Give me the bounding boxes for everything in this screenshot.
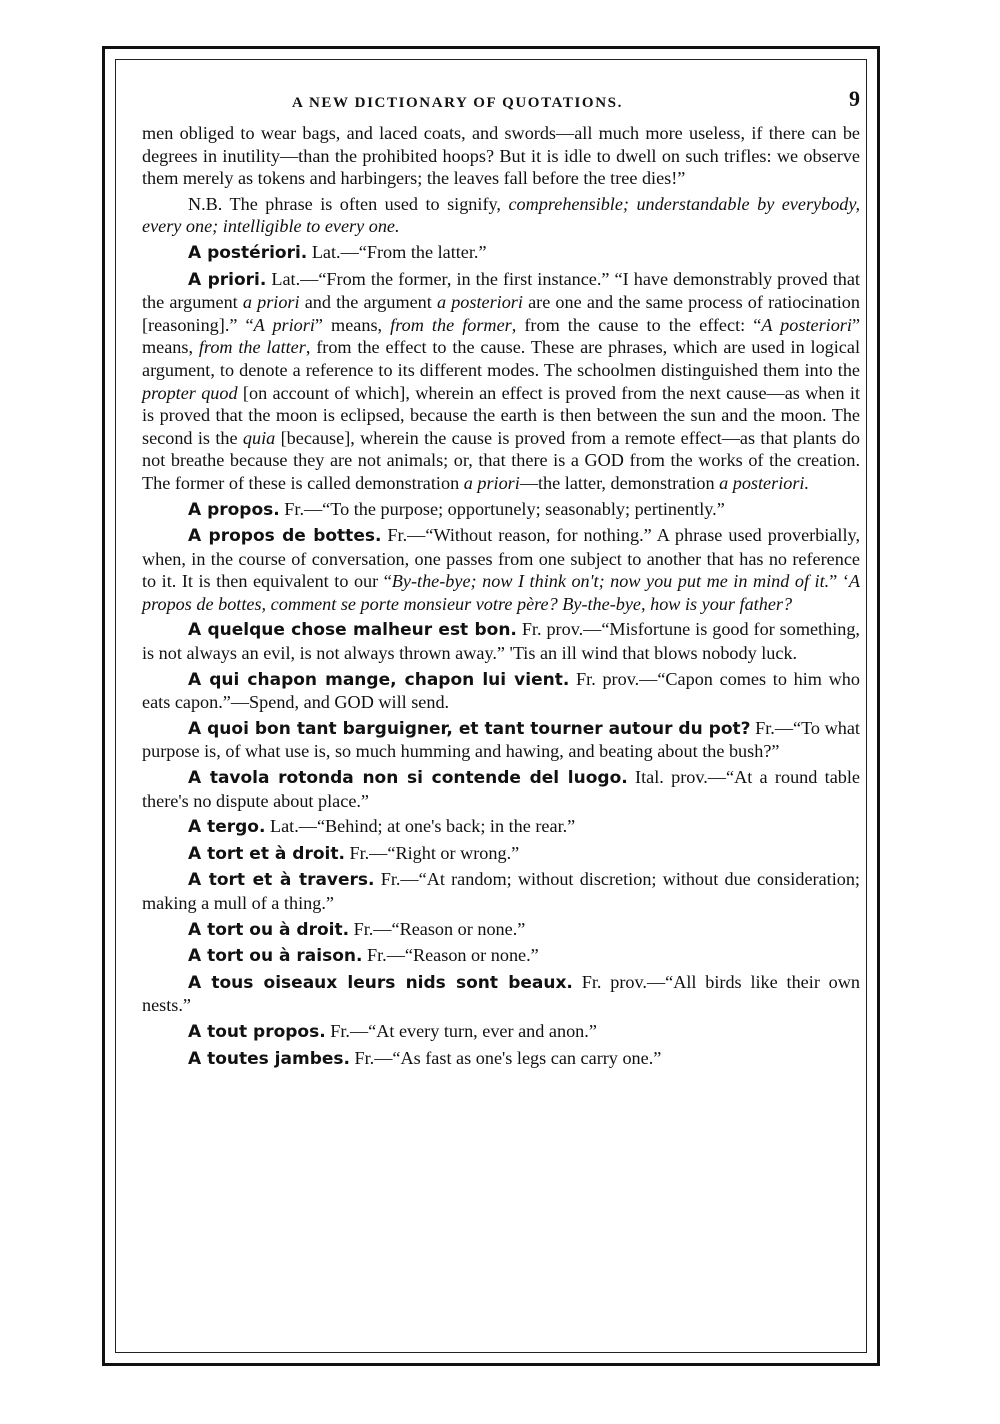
italic-phrase: propter quod bbox=[142, 382, 238, 403]
entry-text: Fr.—“To the purpose; opportunely; seasonably; pertinently.” bbox=[279, 498, 725, 519]
page-number: 9 bbox=[849, 86, 860, 111]
entry-a-toutes-jambes bbox=[142, 1047, 860, 1071]
entry-text: , from the effect to the cause. These are phrases, which are used in logical argument, to denote a reference to its different modes. The schoolmen distinguished them into the bbox=[142, 337, 861, 380]
italic-phrase: from the former bbox=[390, 314, 512, 335]
entry-text: Fr.—“Right or wrong.” bbox=[344, 842, 520, 863]
headword: A postériori. bbox=[188, 242, 308, 263]
entry-a-propos-de-bottes bbox=[142, 524, 860, 615]
italic-phrase: a posteriori bbox=[436, 292, 523, 313]
headword: A priori. bbox=[188, 269, 267, 290]
entry-text: Fr.—“Reason or none.” bbox=[362, 945, 539, 966]
entry-text: Lat.—“From the former, in the first instance.” “I have demonstrably proved that the argument bbox=[142, 268, 860, 313]
entry-a-quoi-bon bbox=[142, 717, 860, 763]
entry-text: ” means, bbox=[142, 314, 861, 358]
entry-a-tort-ou-a-droit bbox=[142, 918, 860, 942]
entry-text: Ital. prov.—“At a round table there's no dispute about place.” bbox=[142, 767, 860, 811]
headword: A tous oiseaux leurs nids sont beaux. bbox=[188, 972, 573, 993]
headword: A quoi bon tant barguigner, et tant tourner autour du pot? bbox=[188, 718, 751, 739]
italic-phrase: quia bbox=[242, 427, 276, 448]
entry-text: men obliged to wear bags, and laced coats, and swords—all much more useless, if there can be degrees in inutility—than the prohibited hoops? But it is idle to dwell on such trifles: we observe them merely as tokens and harbingers; the leaves fall before the tree dies!” bbox=[142, 123, 860, 189]
italic-phrase: from the latter bbox=[198, 337, 306, 358]
entry-text: Fr. prov.—“Capon comes to him who eats capon.”—Spend, and GOD will send. bbox=[142, 668, 860, 713]
entry-text: N.B. The phrase is often used to signify, bbox=[188, 193, 509, 214]
entry-a-priori bbox=[142, 268, 860, 495]
entry-a-tort-et-a-droit bbox=[142, 842, 860, 866]
entry-text: are one and the same process of ratiocination [reasoning].” “ bbox=[142, 292, 860, 335]
italic-phrase: a priori bbox=[242, 292, 300, 313]
entry-text: [because], wherein the cause is proved from a remote effect—as that plants do not breathe because they are not animals; or, that there is a GOD from the works of the creation. The former of these is called demonstration bbox=[142, 427, 860, 493]
entry-text: ” ‘ bbox=[829, 571, 849, 592]
entry-text: Fr.—“At every turn, ever and anon.” bbox=[325, 1020, 597, 1041]
entry-a-tergo bbox=[142, 815, 860, 839]
entry-text: , from the cause to the effect: “ bbox=[511, 314, 762, 335]
entry-text: Fr.—“At random; without discretion; without due consideration; making a mull of a thing.” bbox=[142, 869, 860, 913]
italic-phrase: a priori bbox=[463, 472, 520, 493]
italic-phrase: A priori bbox=[253, 314, 315, 335]
italic-phrase: A posteriori bbox=[761, 314, 852, 335]
entry-text: Fr.—“As fast as one's legs can carry one.” bbox=[349, 1047, 662, 1068]
entry-note bbox=[142, 193, 860, 238]
entry-text: Fr.—“Reason or none.” bbox=[349, 918, 526, 939]
entry-a-tous-oiseaux bbox=[142, 971, 860, 1017]
entry-text: Fr. prov.—“Misfortune is good for something, is not always an evil, is not always thrown away.” 'Tis an ill wind that blows nobody luck. bbox=[142, 619, 860, 664]
entry-a-tavola-rotonda bbox=[142, 766, 860, 812]
entry-a-tout-propos bbox=[142, 1020, 860, 1044]
headword: A toutes jambes. bbox=[188, 1048, 350, 1069]
entry-a-qui-chapon bbox=[142, 668, 860, 714]
headword: A tort ou à droit. bbox=[188, 919, 350, 940]
headword: A tort ou à raison. bbox=[188, 946, 363, 967]
entry-text: Fr. prov.—“All birds like their own nests.” bbox=[142, 971, 861, 1016]
headword: A tout propos. bbox=[188, 1021, 326, 1042]
italic-phrase: A propos de bottes, comment se porte monsieur votre père? By-the-bye, how is your father? bbox=[142, 571, 860, 614]
entry-text: Lat.—“From the latter.” bbox=[307, 241, 487, 262]
headword: A qui chapon mange, chapon lui vient. bbox=[188, 669, 570, 690]
italic-phrase: a posteriori. bbox=[719, 472, 810, 493]
entry-text: [on account of which], wherein an effect is proved from the next cause—as when it is proved that the moon is eclipsed, because the earth is then between the sun and the moon. The second is the bbox=[142, 382, 861, 448]
entry-a-propos bbox=[142, 498, 860, 522]
entry-text: —the latter, demonstration bbox=[519, 472, 720, 493]
entry-text: Lat.—“Behind; at one's back; in the rear.” bbox=[265, 816, 576, 837]
entry-text: Fr.—“To what purpose is, of what use is, so much humming and hawing, and beating about the bush?” bbox=[142, 717, 860, 762]
italic-phrase: By-the-bye; now I think on't; now you put me in mind of it. bbox=[391, 571, 830, 592]
entry-text: Fr.—“Without reason, for nothing.” A phrase used proverbially, when, in the course of conversation, one passes from one subject to another that has no reference to it. It is then equivalent to our “ bbox=[142, 525, 860, 592]
entry-text: ” means, bbox=[314, 314, 391, 335]
entry-a-posteriori bbox=[142, 241, 860, 265]
headword: A tort et à droit. bbox=[188, 843, 345, 864]
entry-a-tort-ou-a-raison bbox=[142, 944, 860, 968]
headword: A tavola rotonda non si contende del luogo. bbox=[188, 768, 628, 789]
entry-a-tort-et-a-travers bbox=[142, 868, 860, 914]
entry-continuation bbox=[142, 122, 860, 190]
headword: A tort et à travers. bbox=[188, 870, 375, 891]
headword: A tergo. bbox=[188, 817, 266, 838]
entry-text: and the argument bbox=[299, 292, 437, 313]
running-head bbox=[142, 88, 860, 118]
headword: A propos de bottes. bbox=[188, 526, 382, 547]
running-title: A NEW DICTIONARY OF QUOTATIONS. bbox=[292, 95, 623, 111]
entry-a-quelque-chose bbox=[142, 618, 860, 664]
italic-phrase: comprehensible; understandable by everybody, every one; intelligible to every one. bbox=[142, 193, 860, 237]
headword: A quelque chose malheur est bon. bbox=[188, 620, 517, 641]
page-body bbox=[142, 88, 860, 1073]
headword: A propos. bbox=[188, 499, 280, 520]
